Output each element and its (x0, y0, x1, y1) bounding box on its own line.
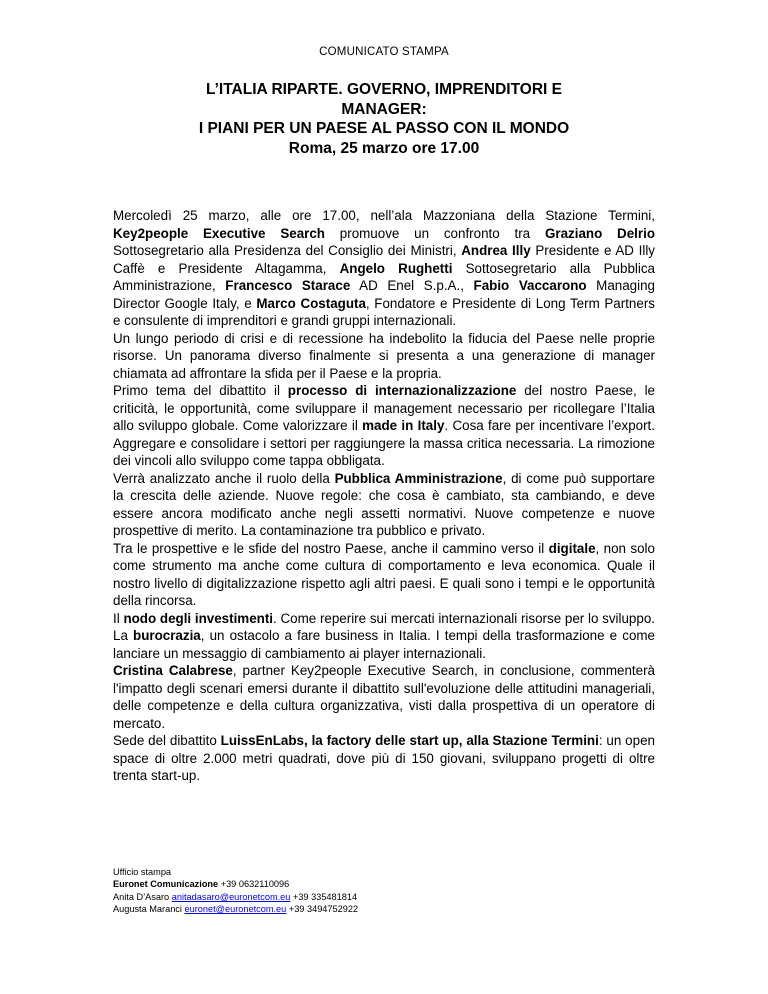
text-run: Presidente e AD Illy Caffè e Presidente Altagamma, (113, 243, 656, 276)
topic-highlight: processo di internazionalizzazione (287, 383, 517, 398)
paragraph-internationalization (113, 382, 655, 470)
text-run: Primo tema del dibattito il (113, 383, 288, 398)
contact-phone: +39 335481814 (290, 891, 358, 902)
paragraph-speakers (113, 207, 655, 330)
headline-line-2: MANAGER: (341, 100, 427, 118)
contact-email-link[interactable]: anitadasaro@euronetcom.eu (171, 891, 291, 902)
text-run: Sottosegretario alla Presidenza del Consiglio dei Ministri, (113, 243, 462, 258)
text-run: Verrà analizzato anche il ruolo della (113, 470, 335, 486)
speaker-name: Francesco Starace (225, 278, 351, 293)
press-release-label: COMUNICATO STAMPA (319, 46, 449, 58)
agency-name: Euronet Comunicazione (113, 879, 219, 890)
speaker-name: Fabio Vaccarono (473, 278, 587, 293)
text-run: . Come reperire sui mercati internazionali risorse per lo sviluppo. La (113, 610, 655, 643)
speaker-name: Angelo Rughetti (339, 260, 453, 276)
headline-line-1: L’ITALIA RIPARTE. GOVERNO, IMPRENDITORI E (206, 81, 562, 98)
contact-phone: +39 3494752922 (286, 904, 359, 915)
text-run: AD Enel S.p.A., (350, 278, 474, 293)
agency-phone: +39 0632110096 (218, 879, 290, 890)
text-run: , un ostacolo a fare business in Italia. I tempi della trasformazione e come lanciare un messaggio di cambiamento ai player internazionali. (113, 628, 655, 661)
agency-line (113, 878, 673, 890)
press-office-footer (113, 866, 673, 916)
paragraph-context: Un lungo periodo di crisi e di recessione ha indebolito la fiducia del Paese nelle proprie risorse. Un panorama diverso finalmente si presenta a una generazione di manager chiamata ad affrontare la sfida per il Paese e la propria. (113, 330, 655, 381)
paragraph-investments (113, 610, 655, 663)
text-run: del nostro Paese, le criticità, le opportunità, come sviluppare il management necessario per ricollegare l’Italia allo sviluppo globale. Come valorizzare il (113, 383, 656, 433)
speaker-name: Graziano Delrio (544, 225, 656, 241)
text-run: , partner Key2people Executive Search, in conclusione, commenterà l'impatto degli scenari emersi durante il dibattito sull'evoluzione delle attitudini manageriali, delle competenze e della cultura organizzativa, visti dalla prospettiva di un operatore di mercato. (113, 663, 655, 731)
speaker-name: Andrea Illy (461, 243, 531, 258)
event-date: Roma, 25 marzo ore 17.00 (288, 139, 480, 157)
paragraph-public-administration (113, 470, 655, 540)
topic-highlight: nodo degli investimenti (123, 610, 274, 626)
text-run: , di come può supportare la crescita delle aziende. Nuove regole: che cosa è cambiato, sta cambiando, e deve essere ancora modificato anche negli assetti normativi. Nuove competenze e nuove prospettive di merito. La contaminazione tra pubblico e privato. (113, 470, 655, 538)
speaker-name: Cristina Calabrese (113, 663, 233, 678)
topic-highlight: burocrazia (133, 628, 201, 643)
paragraph-venue (113, 732, 655, 785)
text-run: , Fondatore e Presidente di Long Term Partners e consulente di imprenditori e grandi gruppi internazionali. (113, 295, 655, 328)
topic-highlight: made in Italy (362, 418, 445, 433)
text-run: : un open space di oltre 2.000 metri quadrati, dove più di 150 giovani, sviluppano progetti di oltre trenta start-up. (113, 733, 655, 783)
topic-highlight: digitale (548, 540, 596, 556)
contact-line-1 (113, 891, 673, 903)
text-run: . Cosa fare per incentivare l’export. Aggregare e consolidare i settori per raggiungere la massa critica necessaria. La rimozione dei vincoli allo sviluppo come tappa obbligata. (113, 418, 655, 468)
organizer-name: Key2people Executive Search (113, 225, 325, 241)
text-run: Sede del dibattito (113, 733, 221, 748)
text-run: promuove un confronto tra (324, 225, 545, 241)
headline-line-3: I PIANI PER UN PAESE AL PASSO CON IL MONDO (198, 120, 570, 137)
text-run: Tra le prospettive e le sfide del nostro Paese, anche il cammino verso il (113, 540, 549, 556)
contact-line-2 (113, 903, 673, 915)
paragraph-digital (113, 540, 655, 610)
headline (140, 80, 628, 158)
speaker-name: Marco Costaguta (256, 295, 366, 311)
contact-name: Anita D’Asaro (113, 891, 172, 902)
text-run: Managing Director Google Italy, e (113, 278, 655, 311)
contact-name: Augusta Maranci (113, 904, 185, 915)
text-run: Mercoledì 25 marzo, alle ore 17.00, nell’ala Mazzoniana della Stazione Termini, (113, 208, 655, 223)
contact-email-link[interactable]: euronet@euronetcom.eu (184, 904, 287, 915)
topic-highlight: Pubblica Amministrazione (334, 470, 503, 486)
paragraph-conclusion (113, 662, 655, 732)
text-run: , non solo come strumento ma anche come cultura di comportamento e leva economica. Quale il nostro livello di digitalizzazione rispetto agli altri paesi. E quali sono i tempi e le opportunità della rincorsa. (113, 540, 655, 608)
text-run: Sottosegretario alla Pubblica Amministrazione, (113, 260, 655, 293)
press-office-label: Ufficio stampa (113, 867, 172, 877)
body-text (113, 207, 655, 785)
venue-name: LuissEnLabs, la factory delle start up, alla Stazione Termini (220, 733, 599, 748)
text-run: Il (113, 610, 124, 626)
